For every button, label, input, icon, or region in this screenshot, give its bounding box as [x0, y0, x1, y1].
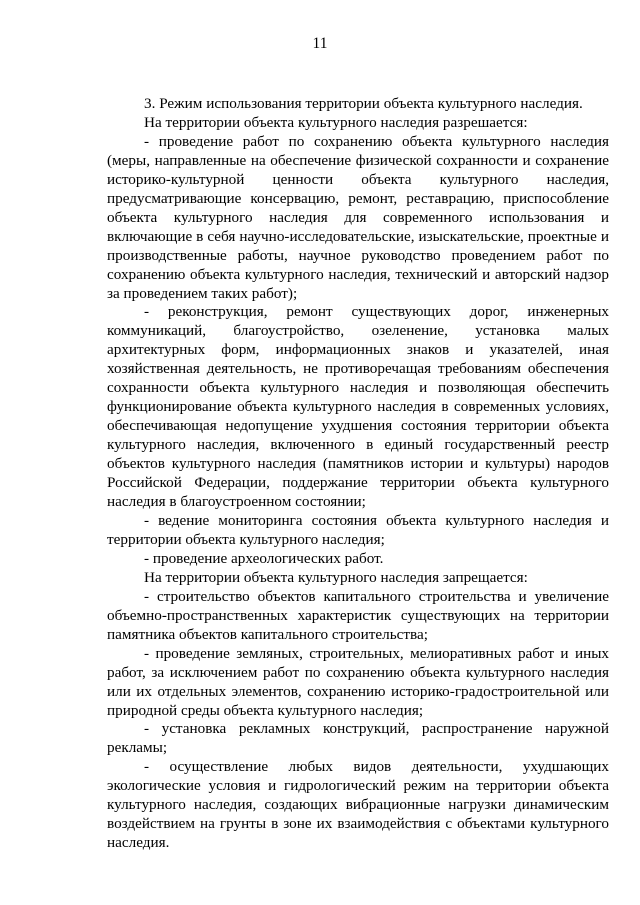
permitted-item: - проведение археологических работ.: [144, 549, 384, 567]
prohibited-item: - установка рекламных конструкций, распространение наружной рекламы;: [107, 720, 609, 757]
permitted-item: - проведение работ по сохранению объекта культурного наследия (меры, направленные на обеспечение физической сохранности и сохранение историко-культурной ценности объекта культурного наследия, предусматривающие консервацию, ремонт, реставрацию, приспособление объекта культурного наследия для современного использования и включающие в себя научно-исследовательские, изыскательские, проектные и производственные работы, научное руководство проведением работ по сохранению объекта культурного наследия, технический и авторский надзор за проведением таких работ);: [107, 132, 609, 302]
page-number: 11: [312, 35, 328, 52]
prohibited-item: - строительство объектов капитального строительства и увеличение объемно-пространственных характеристик существующих на территории памятника объектов капитального строительства;: [107, 587, 609, 643]
permitted-item: - реконструкция, ремонт существующих дорог, инженерных коммуникаций, благоустройство, озеленение, установка малых архитектурных форм, информационных знаков и указателей, иная хозяйственная деятельность, не противоречащая требованиям обеспечения сохранности объекта культурного наследия и позволяющая обеспечить функционирование объекта культурного наследия в современных условиях, обеспечивающая недопущение ухудшения состояния территории объекта культурного наследия, включенного в единый государственный реестр объектов культурного наследия (памятников истории и культуры) народов Российской Федерации, поддержание территории объекта культурного наследия в благоустроенном состоянии;: [107, 303, 609, 511]
permitted-intro: На территории объекта культурного наследия разрешается:: [144, 113, 528, 131]
permitted-item: - ведение мониторинга состояния объекта культурного наследия и территории объекта культурного наследия;: [107, 511, 609, 548]
prohibited-intro: На территории объекта культурного наследия запрещается:: [144, 568, 528, 586]
section-heading: 3. Режим использования территории объекта культурного наследия.: [144, 95, 583, 112]
prohibited-item: - осуществление любых видов деятельности, ухудшающих экологические условия и гидрологический режим на территории объекта культурного наследия, создающих вибрационные нагрузки динамическим воздействием на грунты в зоне их взаимодействия с объектами культурного наследия.: [107, 758, 609, 852]
document-body: [107, 95, 609, 853]
prohibited-item: - проведение земляных, строительных, мелиоративных работ и иных работ, за исключением работ по сохранению объекта культурного наследия или их отдельных элементов, сохранению историко-градостроительной или природной среды объекта культурного наследия;: [107, 644, 609, 719]
